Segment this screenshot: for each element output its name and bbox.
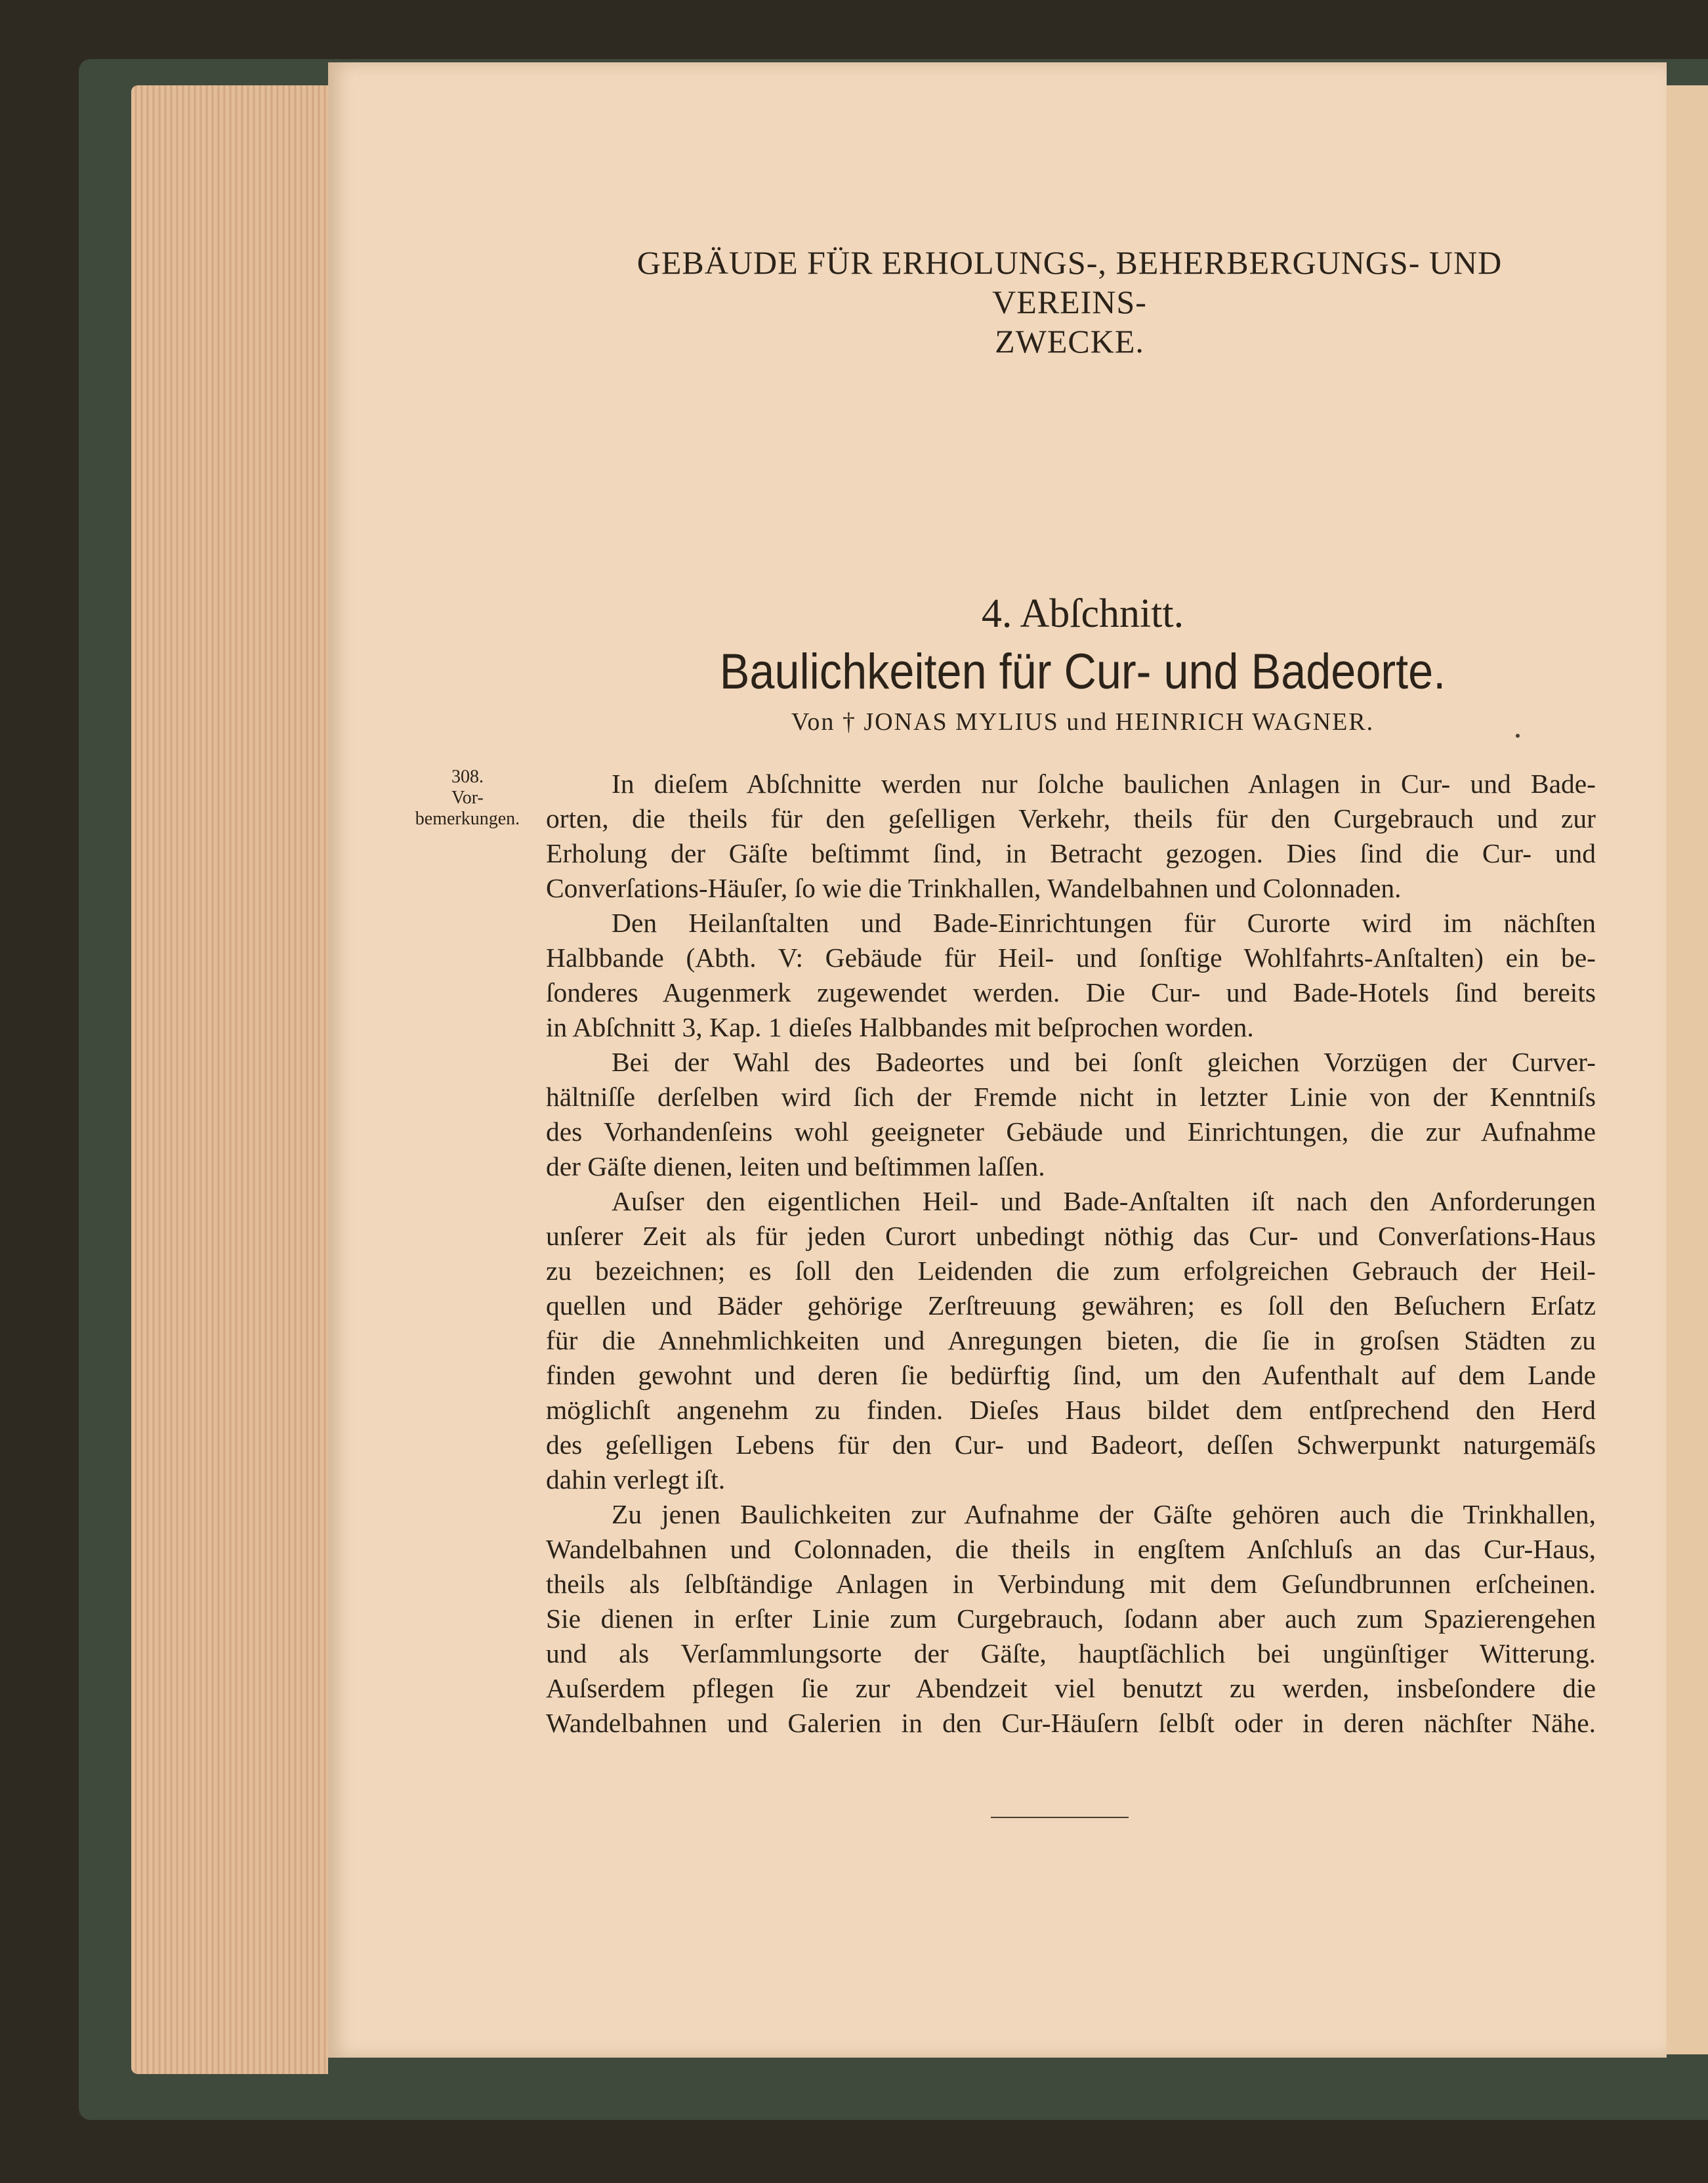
text-line: ſonderes Augenmerk zugewendet werden. Die Cur- und Bade-Hotels ſind bereits <box>546 977 1596 1007</box>
text-line: Zu jenen Baulichkeiten zur Aufnahme der Gäſte gehören auch die Trinkhallen, <box>612 1499 1596 1529</box>
end-rule <box>991 1817 1129 1818</box>
margin-note <box>394 767 541 830</box>
text-line: des geſelligen Lebens für den Cur- und Badeort, deſſen Schwerpunkt naturgemäſs <box>546 1430 1596 1460</box>
text-line: orten, die theils für den geſelligen Verkehr, theils für den Curgebrauch und zur <box>546 803 1596 834</box>
text-line: finden gewohnt und deren ſie bedürftig ſind, um den Aufenthalt auf dem Lande <box>546 1360 1596 1390</box>
text-line: theils als ſelbſtändige Anlagen in Verbindung mit dem Geſundbrunnen erſcheinen. <box>546 1569 1596 1599</box>
page-edges <box>131 85 328 2074</box>
text-line: für die Annehmlichkeiten und Anregungen bieten, die ſie in groſsen Städten zu <box>546 1325 1596 1355</box>
text-line: Converſations-Häuſer, ſo wie die Trinkhallen, Wandelbahnen und Colonnaden. <box>546 873 1402 903</box>
author-byline: Von † JONAS MYLIUS und HEINRICH WAGNER. <box>791 708 1375 736</box>
text-line: in Abſchnitt 3, Kap. 1 dieſes Halbbandes mit beſprochen worden. <box>546 1012 1254 1042</box>
margin-note-line-1: Vor- <box>451 788 484 808</box>
text-line: hältniſſe derſelben wird ſich der Fremde nicht in letzter Linie von der Kenntniſs <box>546 1082 1596 1112</box>
text-line: Den Heilanſtalten und Bade-Einrichtungen für Curorte wird im nächſten <box>612 908 1596 938</box>
margin-note-number: 308. <box>451 767 484 787</box>
text-line: Halbbande (Abth. V: Gebäude für Heil- und ſonſtige Wohlfahrts-Anſtalten) ein be- <box>546 943 1596 973</box>
text-line: dahin verlegt iſt. <box>546 1464 726 1494</box>
section-number: 4. Abſchnitt. <box>981 591 1184 636</box>
text-line: Erholung der Gäſte beſtimmt ſind, in Betracht gezogen. Dies ſind die Cur- und <box>546 838 1596 868</box>
text-line: quellen und Bäder gehörige Zerſtreuung gewähren; es ſoll den Beſuchern Erſatz <box>546 1290 1596 1321</box>
text-line: des Vorhandenſeins wohl geeigneter Gebäude und Einrichtungen, die zur Aufnahme <box>546 1116 1596 1147</box>
text-line: Wandelbahnen und Colonnaden, die theils in engſtem Anſchluſs an das Cur-Haus, <box>546 1534 1596 1564</box>
ink-speck <box>1516 734 1520 738</box>
text-line: Bei der Wahl des Badeortes und bei ſonſt gleichen Vorzügen der Curver- <box>612 1047 1596 1077</box>
text-line: zu bezeichnen; es ſoll den Leidenden die zum erfolgreichen Gebrauch der Heil- <box>546 1256 1596 1286</box>
text-line: Auſserdem pflegen ſie zur Abendzeit viel benutzt zu werden, insbeſondere die <box>546 1673 1596 1703</box>
section-title: Baulichkeiten für Cur- und Badeorte. <box>719 644 1446 700</box>
running-head-line-2: ZWECKE. <box>995 323 1144 360</box>
facing-page-edge <box>1667 85 1708 2054</box>
text-line: unſerer Zeit als für jeden Curort unbedingt nöthig das Cur- und Converſations-Haus <box>546 1221 1596 1251</box>
text-line: Auſser den eigentlichen Heil- und Bade-Anſtalten iſt nach den Anforderungen <box>612 1186 1596 1216</box>
text-line: und als Verſammlungsorte der Gäſte, hauptſächlich bei ungünſtiger Witterung. <box>546 1638 1596 1668</box>
margin-note-line-2: bemerkungen. <box>415 809 520 829</box>
body-text <box>546 767 1596 1741</box>
text-line: In dieſem Abſchnitte werden nur ſolche baulichen Anlagen in Cur- und Bade- <box>612 769 1596 799</box>
running-head-line-1: GEBÄUDE FÜR ERHOLUNGS-, BEHERBERGUNGS- UND VEREINS- <box>636 244 1503 320</box>
text-line: Wandelbahnen und Galerien in den Cur-Häuſern ſelbſt oder in deren nächſter Nähe. <box>546 1708 1596 1738</box>
text-line: der Gäſte dienen, leiten und beſtimmen laſſen. <box>546 1151 1045 1181</box>
text-line: Sie dienen in erſter Linie zum Curgebrauch, ſodann aber auch zum Spazierengehen <box>546 1603 1596 1634</box>
text-line: möglichſt angenehm zu finden. Dieſes Haus bildet dem entſprechend den Herd <box>546 1395 1596 1425</box>
running-head <box>571 243 1568 361</box>
